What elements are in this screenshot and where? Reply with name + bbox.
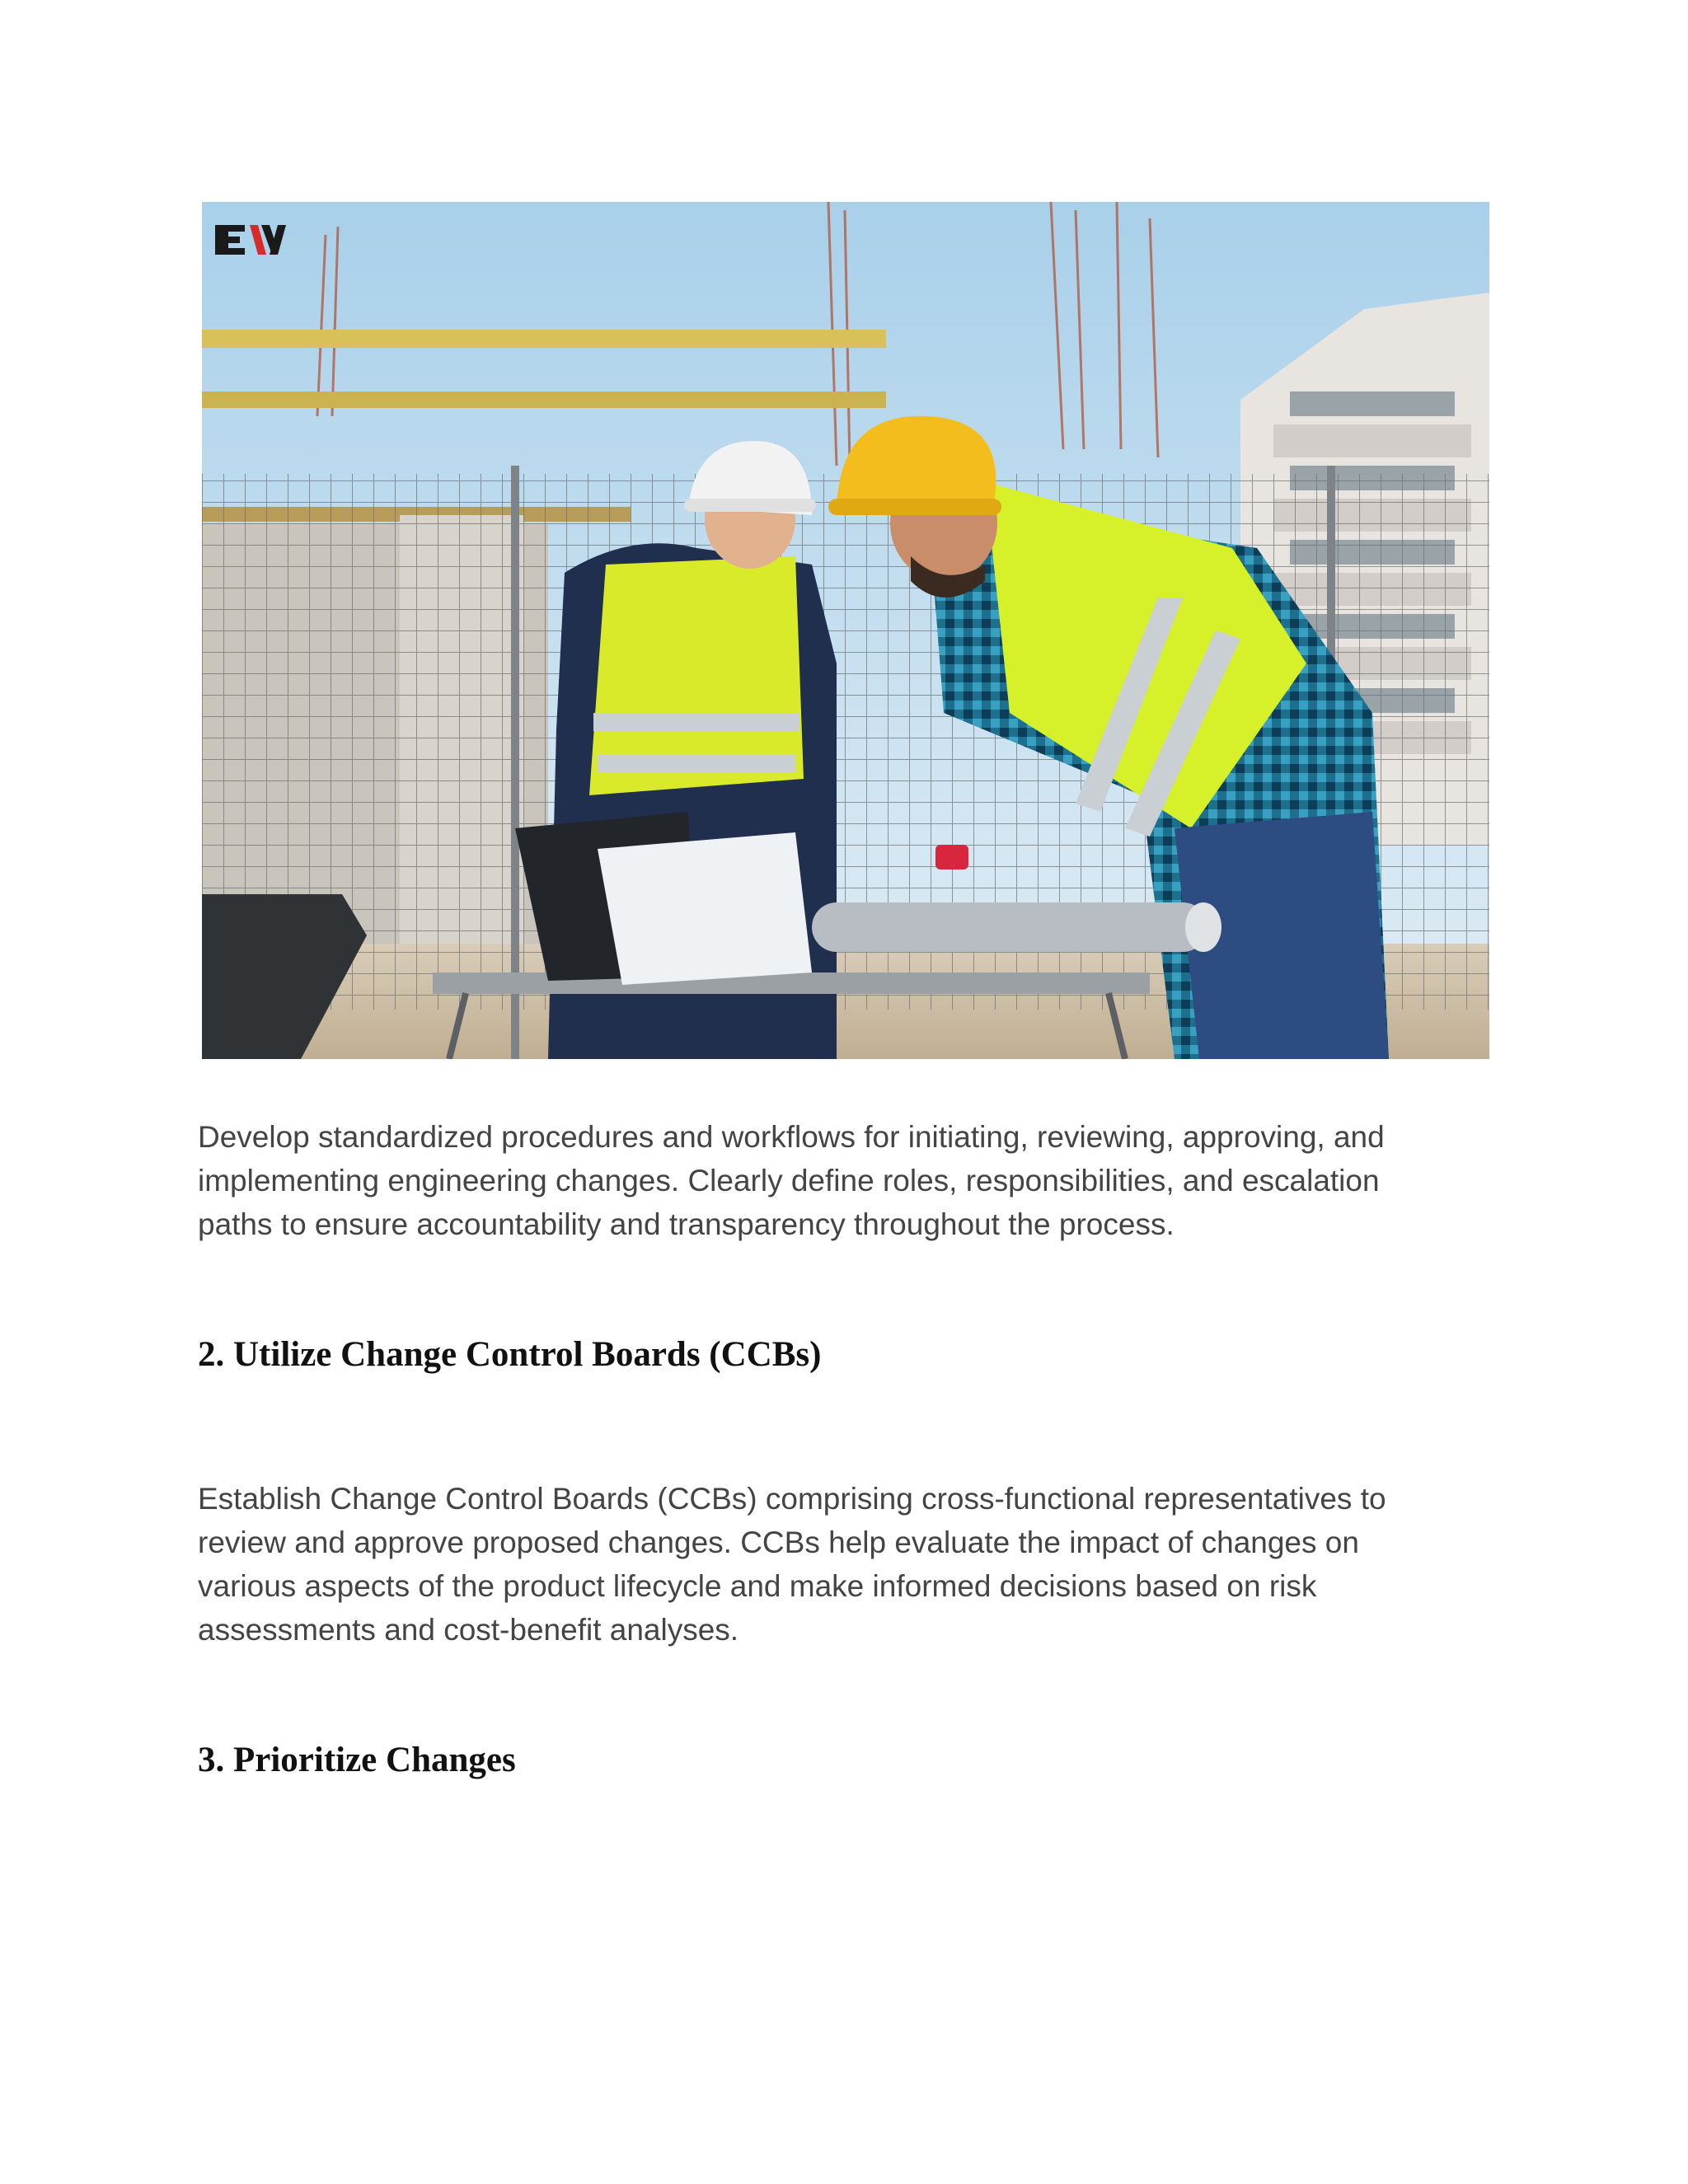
hero-image: [202, 202, 1489, 1059]
paragraph-standardize-procedures: Develop standardized procedures and workflows for initiating, reviewing, approving, and implementing engineering changes. Clearly define roles, responsibilities, and escalation paths to ensure accountability and transparency throughout the process.: [198, 1120, 1385, 1241]
heading-utilize-ccbs: 2. Utilize Change Control Boards (CCBs): [198, 1335, 822, 1374]
heading-prioritize-changes: 3. Prioritize Changes: [198, 1741, 516, 1779]
construction-site-photo: [202, 202, 1489, 1059]
paragraph-ccbs: Establish Change Control Boards (CCBs) comprising cross-functional representatives to review and approve proposed changes. CCBs help evaluate the impact of changes on various aspects of the product lifecycle and make informed decisions based on risk assessments and cost-benefit analyses.: [198, 1482, 1386, 1647]
